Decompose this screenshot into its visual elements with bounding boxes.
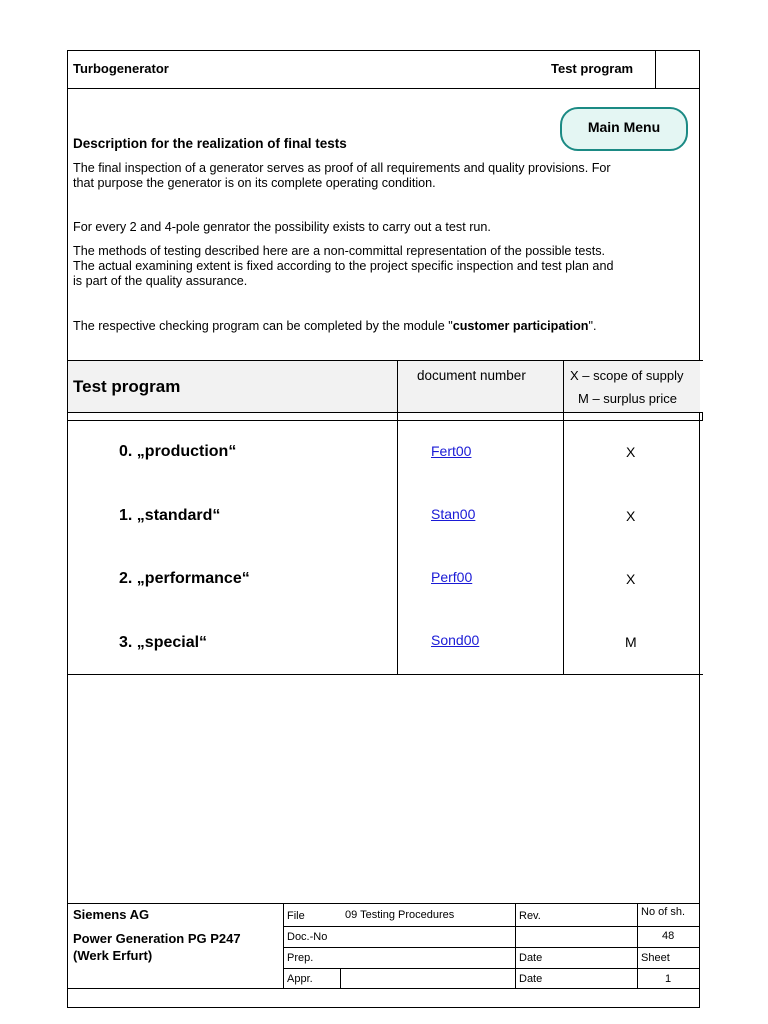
table-row-name: 0. „production“ <box>119 443 237 460</box>
table-top-rule <box>67 360 703 361</box>
col-document-number: document number <box>417 368 526 383</box>
col-scope-line2: M – surplus price <box>578 391 677 406</box>
titleblock-bottom-rule <box>67 988 700 989</box>
main-menu-button[interactable]: Main Menu <box>560 107 688 151</box>
table-row-name: 1. „standard“ <box>119 507 221 524</box>
header-right-title: Test program <box>551 61 634 76</box>
table-row-mark: M <box>625 634 637 650</box>
table-bottom-rule <box>67 674 703 675</box>
date-label: Date <box>519 952 543 964</box>
intro-para4-suffix: ". <box>588 319 597 333</box>
intro-para3-line1: The methods of testing described here are a non-committal representation of the possible tests. <box>73 244 606 258</box>
rev-label: Rev. <box>519 910 541 922</box>
table-row-mark: X <box>626 571 636 587</box>
header-divider <box>655 50 656 88</box>
sheet-value: 1 <box>665 973 672 985</box>
table-row-mark: X <box>626 508 636 524</box>
prep-label: Prep. <box>287 952 314 964</box>
document-link-fert00[interactable]: Fert00 <box>431 443 472 459</box>
document-link-perf00[interactable]: Perf00 <box>431 569 473 585</box>
header-bottom-rule <box>67 88 700 89</box>
titleblock-divider-appr <box>340 968 341 988</box>
intro-para4-prefix: The respective checking program can be completed by the module " <box>73 319 453 333</box>
col-scope-line1: X – scope of supply <box>570 368 684 383</box>
appr-label: Appr. <box>287 973 313 985</box>
table-col-divider-1 <box>397 360 398 674</box>
intro-para2: For every 2 and 4-pole genrator the possibility exists to carry out a test run. <box>73 220 491 234</box>
titleblock-divider-1 <box>283 903 284 988</box>
titleblock-divider-2 <box>515 903 516 988</box>
intro-para4 <box>73 319 596 335</box>
file-value: 09 Testing Procedures <box>345 909 455 921</box>
page-frame <box>67 50 700 1008</box>
intro-heading: Description for the realization of final tests <box>73 136 347 151</box>
intro-para1-line1: The final inspection of a generator serves as proof of all requirements and quality provisions. For <box>73 161 611 175</box>
doc-no-label: Doc.-No <box>287 931 328 943</box>
titleblock-divider-3 <box>637 903 638 988</box>
company-name: Siemens AG <box>73 907 150 922</box>
titleblock-top-rule <box>67 903 700 904</box>
intro-para1-line2: that purpose the generator is on its complete operating condition. <box>73 176 436 190</box>
table-header-edge <box>702 412 703 420</box>
table-title: Test program <box>73 377 181 396</box>
document-link-stan00[interactable]: Stan00 <box>431 506 476 522</box>
intro-para3-line2: The actual examining extent is fixed according to the project specific inspection and test plan and <box>73 259 614 273</box>
table-header-rule-2 <box>67 420 703 421</box>
customer-participation-text: customer participation <box>452 319 589 333</box>
header-left-title: Turbogenerator <box>73 61 169 76</box>
intro-para3-line3: is part of the quality assurance. <box>73 274 248 288</box>
sheet-label: Sheet <box>641 952 670 964</box>
division-line1: Power Generation PG P247 <box>73 931 241 946</box>
division-line2: (Werk Erfurt) <box>73 948 153 963</box>
date-label: Date <box>519 973 543 985</box>
table-header-rule-1 <box>67 412 703 413</box>
table-col-divider-2 <box>563 360 564 674</box>
document-link-sond00[interactable]: Sond00 <box>431 632 480 648</box>
table-row-mark: X <box>626 444 636 460</box>
no-of-sheets-value: 48 <box>662 930 675 942</box>
table-row-name: 3. „special“ <box>119 634 208 651</box>
no-of-sheets-label: No of sh. <box>641 906 686 918</box>
file-label: File <box>287 910 305 922</box>
table-row-name: 2. „performance“ <box>119 570 250 587</box>
